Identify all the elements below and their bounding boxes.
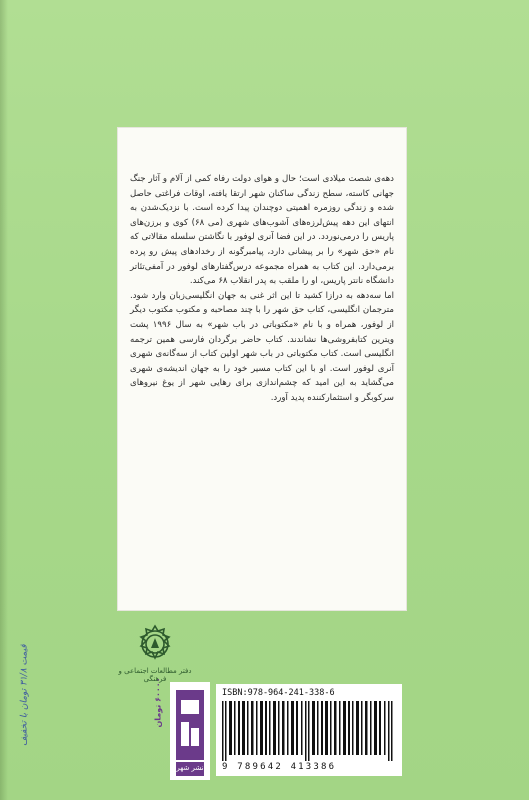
tehran-municipality-emblem-icon — [117, 620, 193, 668]
publisher-name: نشر شهر — [176, 764, 204, 772]
isbn-number: ISBN:978-964-241-338-6 — [222, 688, 335, 698]
logo-caption: دفتر مطالعات اجتماعی و فرهنگی — [118, 667, 192, 683]
price-label — [150, 676, 166, 736]
price-text: ۶۰۰۰۰ تومان — [153, 677, 163, 728]
blurb-paragraph-2: اما سه‌دهه به درازا کشید تا این اثر غنی به جهان انگلیسی‌زبان وارد شود. مترجمان انگلیسی، کتاب حق شهر را با چند مصاحبه و مکتوب مکتوب دیگر از لوفور، همراه و با نام «مکتوباتی در باب شهر» به سال ۱۹۹۶ پشت ویترین کتابفروشی‌ها نشاندند. کتاب حاضر برگردان فارسی همین ترجمه انگلیسی است. کتاب مکتوباتی در باب شهر اولین کتاب از سه‌گانه‌ی شهری آنری لوفور است. او با این کتاب مسیر خود را به جهان اندیشه‌ی شهری می‌گشاید به این امید که چشم‌اندازی برای رهایی شهر از یوغ نیروهای سرکوبگر و استثمارکننده پدید آورد. — [130, 290, 394, 403]
spine-shadow — [0, 0, 8, 800]
barcode-bars-icon — [222, 701, 394, 761]
barcode — [216, 684, 402, 776]
barcode-digits: 9 789642 413386 — [222, 762, 337, 772]
handwritten-note — [10, 640, 40, 780]
publisher-logo — [170, 682, 210, 780]
blurb-text — [130, 172, 394, 406]
blurb-panel — [117, 127, 407, 611]
blurb-paragraph-1: دهه‌ی شصت میلادی است؛ حال و هوای دولت رفاه کمی از آلام و آثار جنگ جهانی کاسته، سطح زندگی ساکنان شهر ارتقا یافته، اوقات فراغتی حاصل شده و زندگی روزمره اهمیتی دوچندان پیدا کرده است. با نزدیک‌شدن به انتهای این دهه پیش‌لرزه‌های آشوب‌های شهری (می ۶۸) کوی و برزن‌های پاریس را درمی‌نوردد. در این فضا آنری لوفور با نگاشتن سلسله مقالاتی که نام «حق شهر» را بر پیشانی دارد، پیامبرگونه از رخدادهای پیش رو پرده برمی‌دارد. این کتاب به همراه مجموعه درس‌گفتارهای لوفور در آمفی‌تئاتر دانشگاه نانتر پاریس، او را ملقب به پدر انقلاب ۶۸ می‌کند. — [130, 174, 394, 287]
handwritten-note-text: قیمت ۳۱/۸ تومان با تخفیف — [19, 644, 30, 747]
